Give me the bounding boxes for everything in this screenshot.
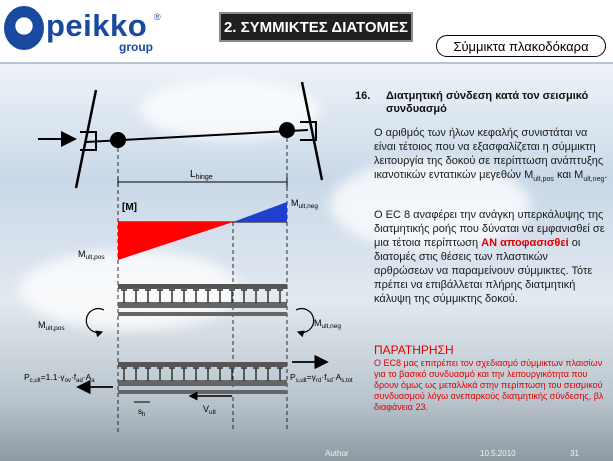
logo-registered-mark: ® <box>154 12 161 22</box>
s-h-label: $s_h$ <box>138 407 146 418</box>
l-hinge-label: $L_{hinge}$ <box>190 169 213 181</box>
footer-date: 10.5.2010 <box>480 449 516 458</box>
m-ult-pos-label-2: $M_{ult,pos}$ <box>38 320 65 332</box>
slide-header <box>0 0 613 62</box>
paragraph-2: Ο EC 8 αναφέρει την ανάγκη υπερκάλυψης της διατμητικής ροής που δύναται να εμφανισθεί σε μια τέτοια περίπτωση ΑΝ αποφασισθεί οι διατομές στις θέσεις των πλαστικών αρθρώσεων να παραμείνουν σύμμικτες. Τότε πρέπει να επιβάλλεται πλήρης διατμητική κάλυψη της σύμμικτης δοκού. <box>374 209 605 305</box>
logo-group-text: group <box>119 40 153 54</box>
negative-moment-area <box>233 202 287 222</box>
paragraph-1: Ο αριθμός των ήλων κεφαλής συνιστάται να είναι τέτοιος που να εξασφαλίζεται η σύμμικτη λειτουργία της δοκού σε περίπτωση ανάπτυξης ικανοτικών εντατικών μεγεθών $M_{ult,pos}$ και $M_{ult,neg}$. <box>374 127 608 184</box>
p-c-ult-formula: $P_{c,ult}=1.1\cdot\gamma_{ov}\cdot f_{ad}\cdot A_a$ <box>24 372 95 384</box>
footer-author: Author <box>325 449 349 458</box>
slide-title: 2. ΣΥΜΜΙΚΤΕΣ ΔΙΑΤΟΜΕΣ <box>219 12 413 42</box>
section-title: Διατμητική σύνδεση κατά τον σεισμικό συνδυασμό <box>386 90 589 115</box>
m-ult-pos-label: $M_{ult,pos}$ <box>78 249 105 261</box>
footer-page-number: 31 <box>570 449 579 458</box>
composite-beam-with-studs <box>118 284 287 316</box>
p-s-ult-formula: $P_{s,ult}=\gamma_{rd}\cdot f_{sd}\cdot A_{s,tot}$ <box>290 372 353 384</box>
slide-footer <box>0 447 613 461</box>
section-number: 16. <box>355 90 371 102</box>
slide-subtitle: Σύμμικτα πλακοδόκαρα <box>436 35 606 57</box>
hinge-diagram <box>0 62 360 461</box>
m-ult-neg-label: $M_{ult,neg}$ <box>291 198 319 210</box>
shear-studs-lower <box>121 368 283 381</box>
plastic-hinge-left <box>110 132 126 148</box>
m-ult-pos-arrow <box>86 309 104 333</box>
lower-composite-section <box>118 362 287 394</box>
shear-studs <box>121 290 283 303</box>
peikko-lion-icon <box>4 6 44 50</box>
v-ult-label: $V_{ult}$ <box>203 404 216 416</box>
plastic-hinge-right <box>279 122 295 138</box>
logo-text: peikko <box>46 8 148 43</box>
positive-moment-area <box>118 222 233 260</box>
moment-axis-label: [M] <box>122 202 137 213</box>
m-ult-neg-label-2: $M_{ult,neg}$ <box>314 318 342 330</box>
left-column <box>76 90 96 188</box>
note-text: Ο EC8 μας επιτρέπει τον σχεδιασμό σύμμικτων πλαισίων για το βασικό συνδυασμό και την λειτουργικότητα που δρουν όμως ως μεταλλικά στην περίπτωση του σεισμικού συνδυασμού λόγω ανεπαρκούς διατμητικής σύνδεσης, βλ διαφάνεια 23. <box>374 358 604 412</box>
m-ult-neg-arrow <box>296 309 314 333</box>
note-title: ΠΑΡΑΤΗΡΗΣΗ <box>374 343 454 357</box>
